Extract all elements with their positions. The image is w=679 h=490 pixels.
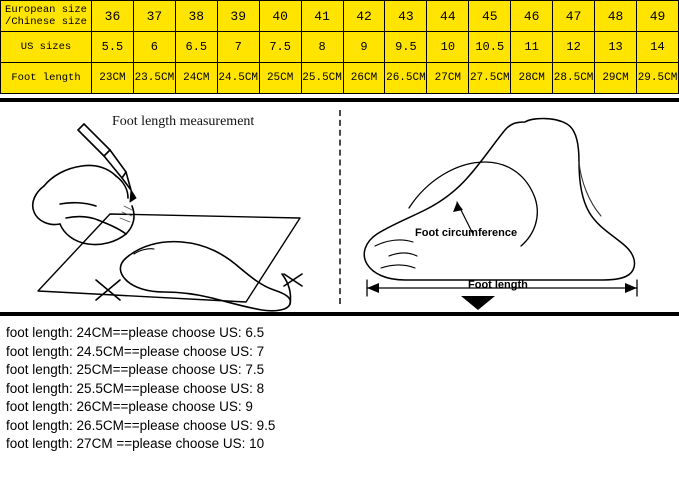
cell-us-9: 10.5 <box>469 32 511 63</box>
cell-fl-6: 26CM <box>343 63 385 94</box>
cell-fl-10: 28CM <box>511 63 553 94</box>
cell-eu-6: 42 <box>343 1 385 32</box>
cell-eu-2: 38 <box>175 1 217 32</box>
note-line: foot length: 27CM ==please choose US: 10 <box>6 436 265 451</box>
cell-fl-13: 29.5CM <box>636 63 678 94</box>
cell-eu-10: 46 <box>511 1 553 32</box>
size-conversion-table <box>0 0 679 94</box>
note-line: foot length: 25.5CM==please choose US: 8 <box>6 380 265 396</box>
cell-eu-9: 45 <box>469 1 511 32</box>
cell-fl-12: 29CM <box>595 63 637 94</box>
hand-tracing-foot-illustration <box>0 106 339 316</box>
cell-us-12: 13 <box>595 32 637 63</box>
row-header-european-size: European size /Chinese size <box>1 1 92 32</box>
table-row-european-size <box>1 1 679 32</box>
cell-eu-11: 47 <box>553 1 595 32</box>
note-line: foot length: 26.5CM==please choose US: 9.5 <box>6 417 276 433</box>
table-row-foot-length <box>1 63 679 94</box>
cell-eu-5: 41 <box>301 1 343 32</box>
cell-fl-3: 24.5CM <box>217 63 259 94</box>
foot-length-measurement-caption: Foot length measurement <box>112 114 255 129</box>
cell-eu-3: 39 <box>217 1 259 32</box>
cell-eu-12: 48 <box>595 1 637 32</box>
cell-fl-7: 26.5CM <box>385 63 427 94</box>
cell-us-4: 7.5 <box>259 32 301 63</box>
cell-eu-4: 40 <box>259 1 301 32</box>
size-recommendation-notes <box>0 316 679 454</box>
cell-fl-11: 28.5CM <box>553 63 595 94</box>
cell-fl-1: 23.5CM <box>133 63 175 94</box>
cell-us-5: 8 <box>301 32 343 63</box>
cell-fl-9: 27.5CM <box>469 63 511 94</box>
cell-us-6: 9 <box>343 32 385 63</box>
row-header-us-sizes: US sizes <box>1 32 92 63</box>
cell-us-10: 11 <box>511 32 553 63</box>
cell-us-13: 14 <box>636 32 678 63</box>
cell-fl-5: 25.5CM <box>301 63 343 94</box>
cell-us-7: 9.5 <box>385 32 427 63</box>
row-header-foot-length: Foot length <box>1 63 92 94</box>
cell-us-1: 6 <box>133 32 175 63</box>
cell-eu-13: 49 <box>636 1 678 32</box>
note-line: foot length: 24CM==please choose US: 6.5 <box>6 325 265 340</box>
cell-eu-0: 36 <box>92 1 134 32</box>
cell-fl-2: 24CM <box>175 63 217 94</box>
cell-us-3: 7 <box>217 32 259 63</box>
note-line: foot length: 24.5CM==please choose US: 7 <box>6 343 265 359</box>
table-row-us-sizes <box>1 32 679 63</box>
cell-fl-4: 25CM <box>259 63 301 94</box>
cell-us-11: 12 <box>553 32 595 63</box>
pointer-triangle-marker <box>461 296 495 310</box>
cell-fl-8: 27CM <box>427 63 469 94</box>
cell-us-2: 6.5 <box>175 32 217 63</box>
cell-us-8: 10 <box>427 32 469 63</box>
note-line: foot length: 25CM==please choose US: 7.5 <box>6 362 265 377</box>
cell-fl-0: 23CM <box>92 63 134 94</box>
foot-length-label: Foot length <box>468 279 528 291</box>
note-line: foot length: 26CM==please choose US: 9 <box>6 399 253 414</box>
cell-us-0: 5.5 <box>92 32 134 63</box>
cell-eu-7: 43 <box>385 1 427 32</box>
panel-divider <box>339 110 341 304</box>
cell-eu-1: 37 <box>133 1 175 32</box>
foot-circumference-label: Foot circumference <box>415 227 518 239</box>
cell-eu-8: 44 <box>427 1 469 32</box>
illustration-band <box>0 98 679 316</box>
